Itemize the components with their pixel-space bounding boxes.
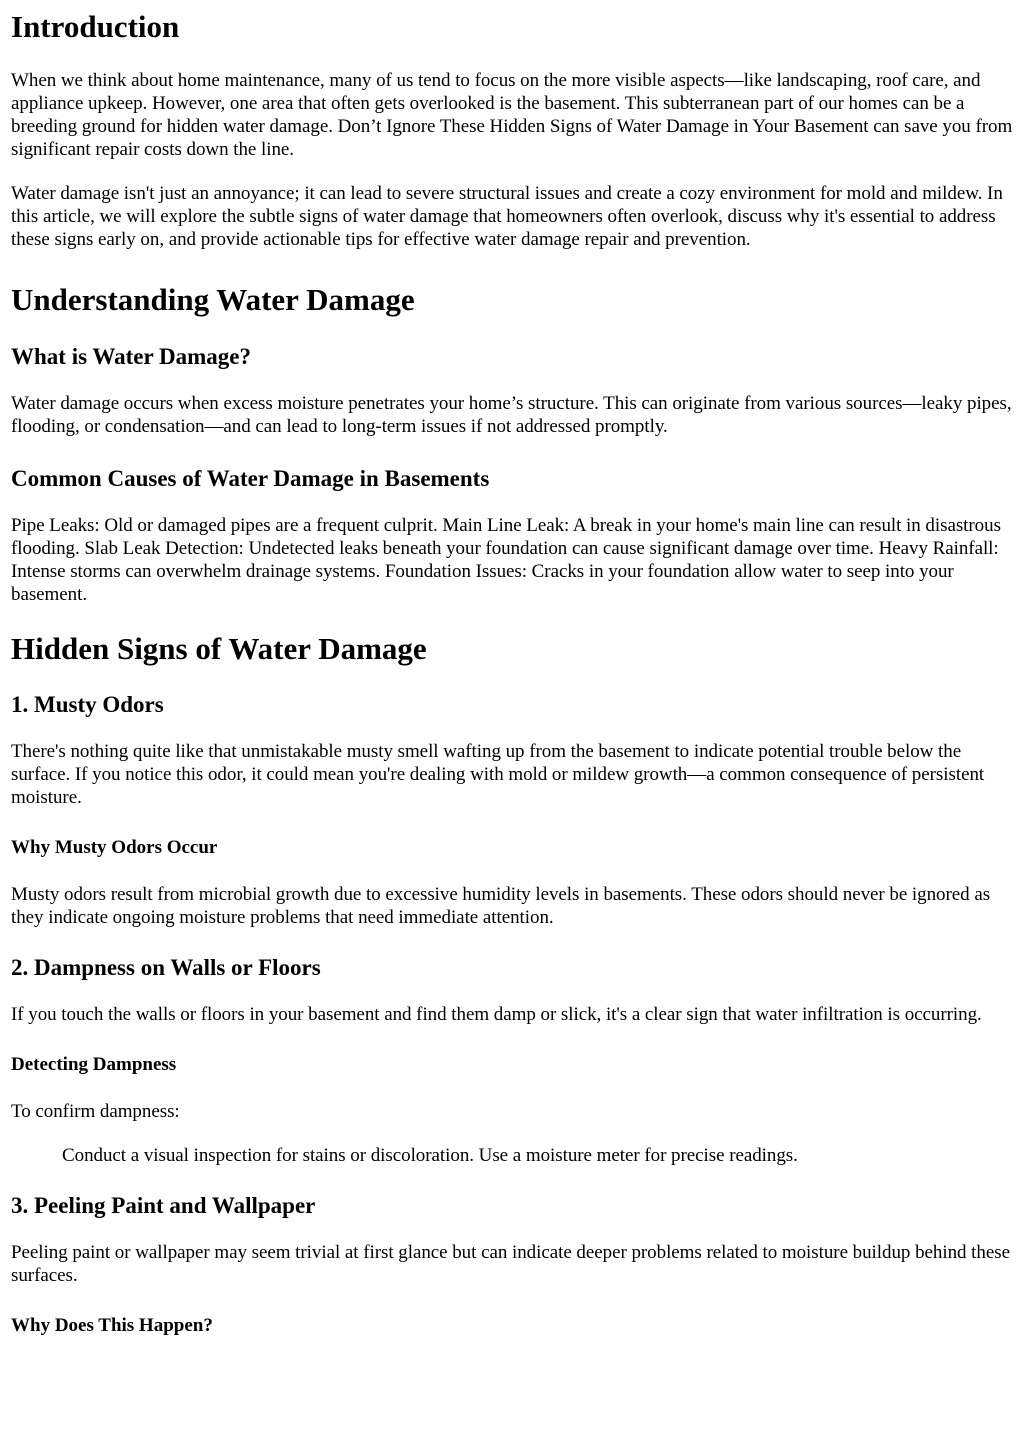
peeling-paint-text: Peeling paint or wallpaper may seem trivial at first glance but can indicate deeper problems related to moisture buildup behind these surfaces. — [11, 1242, 1010, 1286]
heading-detecting-dampness: Detecting Dampness — [11, 1054, 177, 1075]
heading-dampness: 2. Dampness on Walls or Floors — [11, 955, 321, 980]
musty-odors-text: There's nothing quite like that unmistakable musty smell wafting up from the basement to indicate potential trouble below the surface. If you notice this odor, it could mean you're dealing with mold or mildew growth—a common consequence of persistent moisture. — [11, 741, 985, 808]
intro-paragraph-1: When we think about home maintenance, many of us tend to focus on the more visible aspects—like landscaping, roof care, and appliance upkeep. However, one area that often gets overlooked is the basement. This subterranean part of our homes can be a breeding ground for hidden water damage. Don’t Ignore These Hidden Signs of Water Damage in Your Basement can save you from significant repair costs down the line. — [11, 70, 1013, 160]
why-musty-odors-text: Musty odors result from microbial growth due to excessive humidity levels in basements. These odors should never be ignored as they indicate ongoing moisture problems that need immediate attention. — [11, 884, 991, 928]
heading-introduction: Introduction — [11, 9, 180, 44]
detecting-dampness-intro: To confirm dampness: — [11, 1101, 180, 1122]
heading-musty-odors: 1. Musty Odors — [11, 692, 164, 717]
heading-hidden-signs: Hidden Signs of Water Damage — [11, 631, 427, 666]
dampness-text: If you touch the walls or floors in your basement and find them damp or slick, it's a clear sign that water infiltration is occurring. — [11, 1004, 982, 1025]
heading-understanding-water-damage: Understanding Water Damage — [11, 282, 415, 317]
heading-peeling-paint: 3. Peeling Paint and Wallpaper — [11, 1193, 316, 1218]
heading-common-causes: Common Causes of Water Damage in Basements — [11, 466, 490, 491]
intro-paragraph-2: Water damage isn't just an annoyance; it can lead to severe structural issues and create a cozy environment for mold and mildew. In this article, we will explore the subtle signs of water damage that homeowners often overlook, discuss why it's essential to address these signs early on, and provide actionable tips for effective water damage repair and prevention. — [11, 183, 1003, 250]
what-is-water-damage-text: Water damage occurs when excess moisture penetrates your home’s structure. This can originate from various sources—leaky pipes, flooding, or condensation—and can lead to long-term issues if not addressed promptly. — [11, 393, 1012, 437]
heading-what-is-water-damage: What is Water Damage? — [11, 344, 251, 369]
document-page — [0, 9, 1024, 1338]
common-causes-text: Pipe Leaks: Old or damaged pipes are a frequent culprit. Main Line Leak: A break in your home's main line can result in disastrous flooding. Slab Leak Detection: Undetected leaks beneath your foundation can cause significant damage over time. Heavy Rainfall: Intense storms can overwhelm drainage systems. Foundation Issues: Cracks in your foundation allow water to seep into your basement. — [11, 515, 1001, 605]
detecting-dampness-list: Conduct a visual inspection for stains or discoloration. Use a moisture meter for precise readings. — [62, 1145, 798, 1166]
heading-why-does-this-happen: Why Does This Happen? — [11, 1315, 213, 1336]
heading-why-musty-odors-occur: Why Musty Odors Occur — [11, 837, 218, 858]
